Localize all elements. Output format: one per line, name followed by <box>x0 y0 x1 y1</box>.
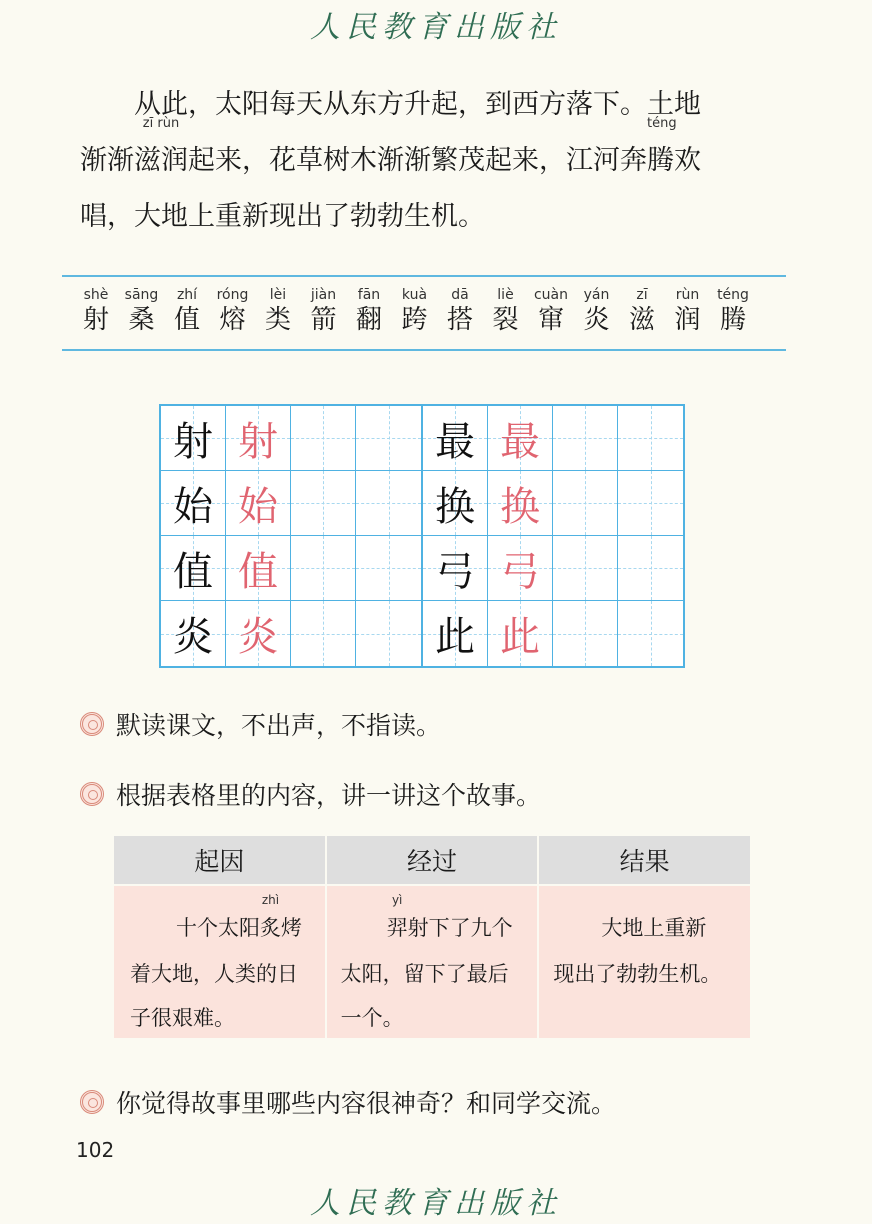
ruby-zhi: zhì 炙 <box>260 893 281 940</box>
trace-char: 始 <box>238 483 278 530</box>
grid-cell <box>618 601 683 666</box>
grid-cell <box>291 471 356 536</box>
grid-cell <box>488 471 553 536</box>
grid-cell <box>161 601 226 666</box>
model-char: 值 <box>173 548 213 595</box>
model-char: 弓 <box>435 548 475 595</box>
grid-cell <box>488 601 553 666</box>
grid-cell <box>488 406 553 471</box>
cell-process: yì 羿射下了九个 太阳，留下了最后 一个。 <box>327 886 538 1038</box>
grid-cell <box>423 471 488 536</box>
vocab-char: 搭 <box>446 305 473 335</box>
grid-cell <box>618 471 683 536</box>
grid-cell <box>226 536 291 601</box>
grid-cell <box>356 601 421 666</box>
vocab-item <box>711 287 755 335</box>
grid-cell <box>553 406 618 471</box>
exercise-2: 根据表格里的内容，讲一讲这个故事。 <box>80 776 541 812</box>
header-process: 经过 <box>327 836 538 884</box>
grid-cell <box>553 601 618 666</box>
vocab-pinyin: zī <box>636 287 648 303</box>
vocab-pinyin: téng <box>717 287 749 303</box>
vocab-pinyin: liè <box>497 287 514 303</box>
vocab-char: 桑 <box>128 305 155 335</box>
vocab-item <box>74 287 118 335</box>
header-cause: 起因 <box>114 836 325 884</box>
passage <box>80 82 780 242</box>
vocab-item <box>211 287 255 335</box>
story-table <box>114 836 750 1038</box>
trace-char: 炎 <box>238 614 278 660</box>
vocab-item <box>393 287 437 335</box>
vocab-item <box>120 287 164 335</box>
exercise-3: 你觉得故事里哪些内容很神奇？和同学交流。 <box>80 1084 616 1120</box>
grid-cell <box>618 536 683 601</box>
story-table-body <box>114 886 750 1038</box>
vocab-char: 腾 <box>719 305 746 335</box>
cell-cause: 十个太阳 zhì 炙烤 着大地，人类的日 子很艰难。 <box>114 886 325 1038</box>
vocab-pinyin: shè <box>83 287 109 303</box>
header-result: 结果 <box>539 836 750 884</box>
grid-cell <box>423 536 488 601</box>
vocab-item <box>347 287 391 335</box>
vocab-pinyin: zhí <box>176 287 198 303</box>
model-char: 始 <box>173 483 213 530</box>
grid-cell <box>356 471 421 536</box>
trace-char: 最 <box>500 418 540 465</box>
grid-cell <box>291 536 356 601</box>
vocab-char: 射 <box>82 305 109 335</box>
ruby-teng: téng 腾 <box>647 116 677 176</box>
model-char: 最 <box>435 418 475 465</box>
grid-cell <box>226 601 291 666</box>
grid-cell <box>553 536 618 601</box>
grid-cell <box>356 406 421 471</box>
vocab-pinyin: dā <box>451 287 469 303</box>
grid-cell <box>423 406 488 471</box>
vocab-item <box>484 287 528 335</box>
vocab-item <box>620 287 664 335</box>
ruby-yi: yì 羿 <box>386 893 408 940</box>
grid-cell <box>423 601 488 666</box>
publisher-footer: 人民教育出版社 <box>310 1186 562 1221</box>
flower-bullet-icon <box>80 782 104 806</box>
grid-cell <box>161 536 226 601</box>
writing-grid-left <box>159 404 423 668</box>
vocab-char: 炎 <box>583 305 610 335</box>
vocab-item <box>529 287 573 335</box>
vocab-char: 值 <box>173 305 200 335</box>
grid-cell <box>161 471 226 536</box>
exercise-1: 默读课文，不出声，不指读。 <box>80 706 441 742</box>
trace-char: 换 <box>500 483 540 530</box>
model-char: 此 <box>435 614 475 660</box>
vocab-pinyin: fān <box>357 287 381 303</box>
grid-cell <box>356 536 421 601</box>
cell-result: 大地上重新 现出了勃勃生机。 <box>539 886 750 1038</box>
vocab-pinyin: lèi <box>269 287 287 303</box>
grid-cell <box>291 601 356 666</box>
trace-char: 射 <box>238 418 278 465</box>
vocab-item <box>165 287 209 335</box>
vocab-char: 跨 <box>401 305 428 335</box>
vocab-char: 类 <box>264 305 291 335</box>
vocab-pinyin: yán <box>583 287 610 303</box>
page-number: 102 <box>76 1138 115 1162</box>
vocab-pinyin: kuà <box>401 287 428 303</box>
grid-cell <box>291 406 356 471</box>
vocab-strip <box>62 275 786 351</box>
vocab-pinyin: sāng <box>124 287 159 303</box>
grid-cell <box>618 406 683 471</box>
model-char: 炎 <box>173 614 213 660</box>
trace-char: 弓 <box>500 548 540 595</box>
vocab-item <box>666 287 710 335</box>
trace-char: 值 <box>238 548 278 595</box>
vocab-char: 箭 <box>310 305 337 335</box>
vocab-char: 润 <box>674 305 701 335</box>
vocab-pinyin: jiàn <box>310 287 337 303</box>
vocab-item <box>256 287 300 335</box>
vocab-char: 裂 <box>492 305 519 335</box>
vocab-item <box>302 287 346 335</box>
passage-line-1: 从此，太阳每天从东方升起，到西方落下。土地 <box>134 89 701 120</box>
story-table-header <box>114 836 750 884</box>
passage-line-3: 唱，大地上重新现出了勃勃生机。 <box>80 201 485 232</box>
grid-cell <box>226 471 291 536</box>
publisher-header: 人民教育出版社 <box>310 10 562 45</box>
vocab-item <box>438 287 482 335</box>
vocab-char: 熔 <box>219 305 246 335</box>
vocab-item <box>575 287 619 335</box>
trace-char: 此 <box>500 614 540 660</box>
model-char: 换 <box>435 483 475 530</box>
ruby-zirun: zī rùn 滋润 <box>134 116 188 176</box>
writing-grid-right <box>421 404 685 668</box>
passage-line-2: 渐渐 zī rùn 滋润起来，花草树木渐渐繁茂起来，江河奔 téng 腾欢 <box>80 116 701 176</box>
grid-cell <box>553 471 618 536</box>
vocab-char: 滋 <box>628 305 655 335</box>
model-char: 射 <box>173 418 213 465</box>
grid-cell <box>226 406 291 471</box>
flower-bullet-icon <box>80 1090 104 1114</box>
grid-cell <box>161 406 226 471</box>
vocab-char: 翻 <box>355 305 382 335</box>
vocab-char: 窜 <box>537 305 564 335</box>
grid-cell <box>488 536 553 601</box>
vocab-pinyin: rùn <box>675 287 700 303</box>
vocab-pinyin: cuàn <box>533 287 569 303</box>
vocab-pinyin: róng <box>216 287 249 303</box>
flower-bullet-icon <box>80 712 104 736</box>
